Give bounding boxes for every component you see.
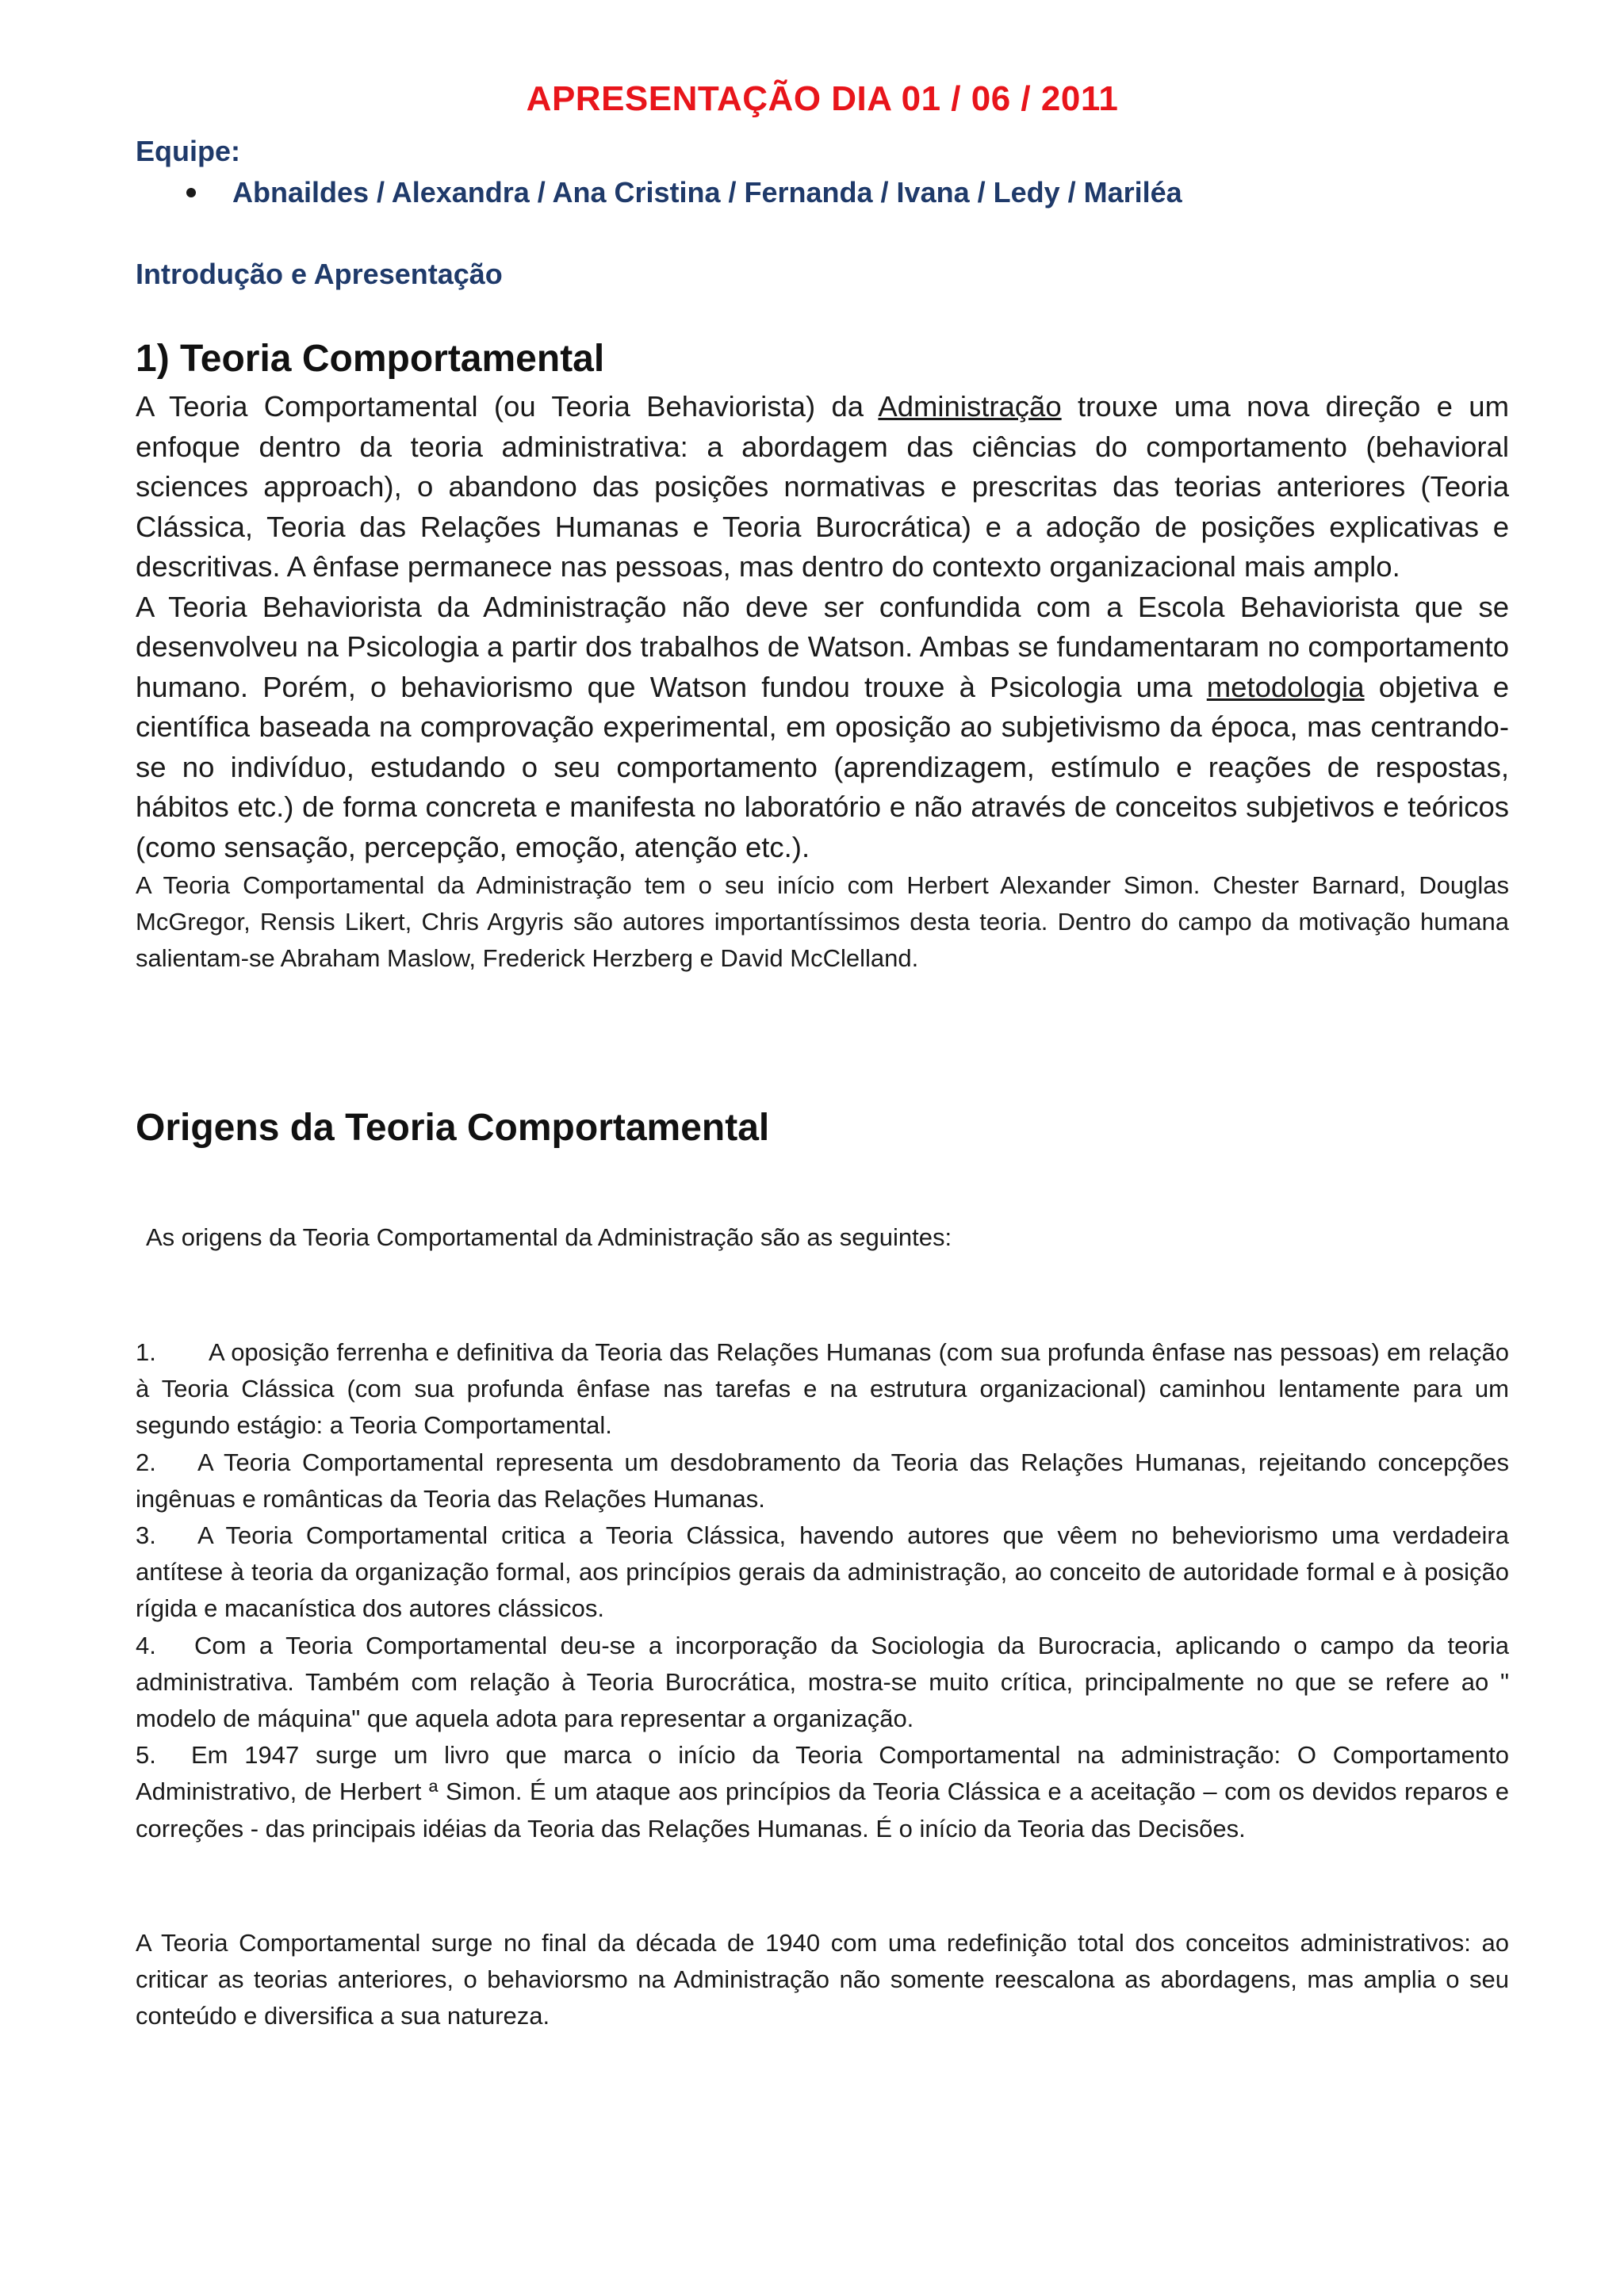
list-item: 1. A oposição ferrenha e definitiva da Teoria das Relações Humanas (com sua profunda ênfase nas pessoas) em relação à Teoria Clássica (com sua profunda ênfase nas tarefas e na estrutura organizacional) caminhou lentamente para um segundo estágio: a Teoria Comportamental. — [136, 1338, 1509, 1440]
intro-label: Introdução e Apresentação — [136, 258, 503, 290]
administracao-link[interactable]: Administração — [878, 390, 1062, 423]
origins-intro: As origens da Teoria Comportamental da Administração são as seguintes: — [146, 1223, 952, 1251]
list-item: 3. A Teoria Comportamental critica a Teoria Clássica, havendo autores que vêem no beheviorismo uma verdadeira antítese à teoria da organização formal, aos princípios gerais da administração, ao conceito de autoridade formal e à posição rígida e macanística dos autores clássicos. — [136, 1521, 1509, 1623]
team-label: Equipe: — [136, 135, 240, 167]
section2-heading: Origens da Teoria Comportamental — [136, 1107, 770, 1149]
origins-list — [136, 1334, 1509, 1847]
section1-paragraph-1: A Teoria Comportamental (ou Teoria Behaviorista) da Administração trouxe uma nova direção e um enfoque dentro da teoria administrativa: a abordagem das ciências do comportamento (behavioral sciences approach), o abandono das posições normativas e prescritas das teorias anteriores (Teoria Clássica, Teoria das Relações Humanas e Teoria Burocrática) e a adoção de posições explicativas e descritivas. A ênfase permanece nas pessoas, mas dentro do contexto organizacional mais amplo. — [136, 390, 1509, 583]
section1-authors — [136, 867, 1509, 977]
bullet-icon — [186, 188, 196, 197]
team-members-list — [186, 176, 1182, 209]
team-members: Abnaildes / Alexandra / Ana Cristina / Fernanda / Ivana / Ledy / Mariléa — [232, 176, 1182, 209]
list-item: 5. Em 1947 surge um livro que marca o início da Teoria Comportamental na administração: O Comportamento Administrativo, de Herbert ª Simon. É um ataque aos princípios da Teoria Clássica e a aceitação – com os devidos reparos e correções - das principais idéias da Teoria das Relações Humanas. É o início da Teoria das Decisões. — [136, 1741, 1509, 1843]
list-item: 4. Com a Teoria Comportamental deu-se a incorporação da Sociologia da Burocracia, aplicando o campo da teoria administrativa. Também com relação à Teoria Burocrática, mostra-se muito crítica, principalmente no que se refere ao " modelo de máquina" que aquela adota para representar a organização. — [136, 1631, 1509, 1733]
section1-heading: 1) Teoria Comportamental — [136, 338, 605, 380]
closing-paragraph: A Teoria Comportamental surge no final da década de 1940 com uma redefinição total dos conceitos administrativos: ao criticar as teorias anteriores, o behaviorsmo na Administração não somente reescalona as abordagens, mas amplia o seu conteúdo e diversifica a sua natureza. — [136, 1929, 1509, 2030]
metodologia-link[interactable]: metodologia — [1206, 670, 1365, 703]
section1-body — [136, 387, 1509, 867]
page-title: APRESENTAÇÃO DIA 01 / 06 / 2011 — [526, 79, 1119, 118]
list-item: 2. A Teoria Comportamental representa um desdobramento da Teoria das Relações Humanas, rejeitando concepções ingênuas e românticas da Teoria das Relações Humanas. — [136, 1448, 1509, 1513]
section1-paragraph-3: A Teoria Comportamental da Administração tem o seu início com Herbert Alexander Simon. Chester Barnard, Douglas McGregor, Rensis Likert, Chris Argyris são autores importantíssimos desta teoria. Dentro do campo da motivação humana salientam-se Abraham Maslow, Frederick Herzberg e David McClelland. — [136, 871, 1509, 972]
section1-paragraph-2: A Teoria Behaviorista da Administração não deve ser confundida com a Escola Behaviorista que se desenvolveu na Psicologia a partir dos trabalhos de Watson. Ambas se fundamentaram no comportamento humano. Porém, o behaviorismo que Watson fundou trouxe à Psicologia uma metodologia objetiva e científica baseada na comprovação experimental, em oposição ao subjetivismo da época, mas centrando-se no indivíduo, estudando o seu comportamento (aprendizagem, estímulo e reações de respostas, hábitos etc.) de forma concreta e manifesta no laboratório e não através de conceitos subjetivos e teóricos (como sensação, percepção, emoção, atenção etc.). — [136, 590, 1510, 863]
